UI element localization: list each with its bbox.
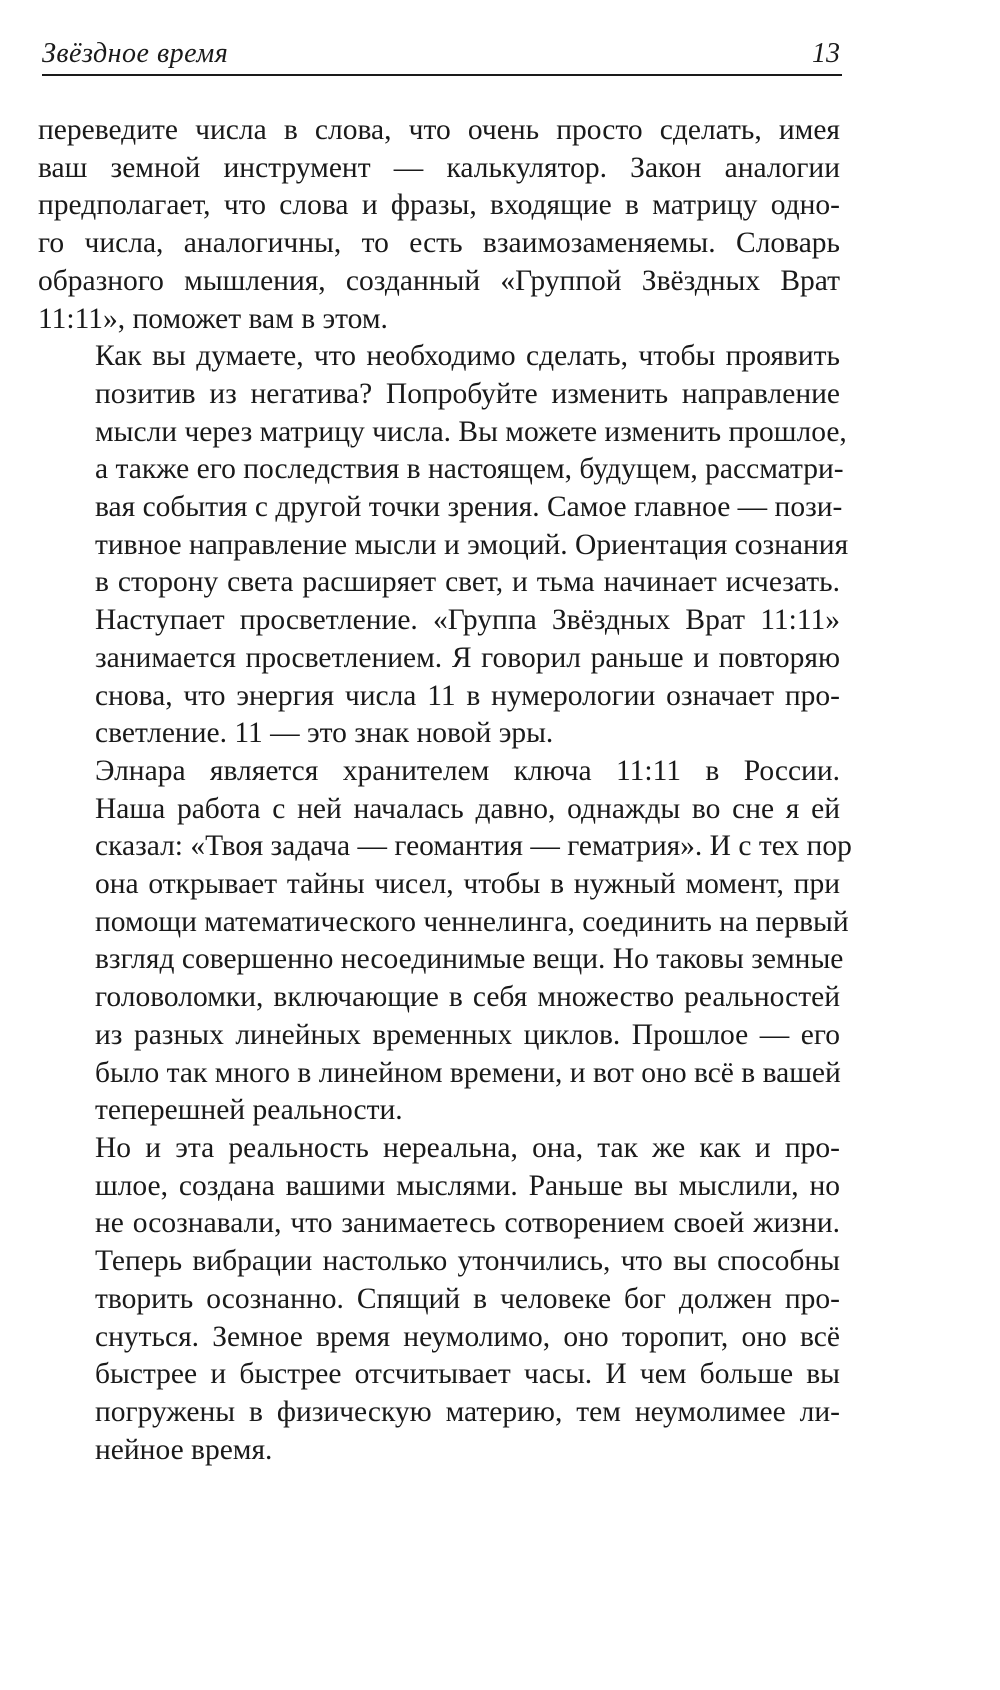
- body-text: [38, 112, 852, 1469]
- text-line: погружены в физическую материю, тем неумолимее ли-: [95, 1395, 840, 1428]
- text-line: Теперь вибрации настолько утончились, что вы способны: [95, 1245, 840, 1278]
- paragraph: [38, 112, 840, 338]
- text-line: образного мышления, созданный «Группой Звёздных Врат: [38, 264, 840, 297]
- paragraph: [38, 1130, 840, 1469]
- page-number: 13: [812, 38, 840, 69]
- text-line: Но и эта реальность нереальна, она, так же как и про-: [95, 1131, 840, 1164]
- text-line: ваш земной инструмент — калькулятор. Закон аналогии: [38, 151, 840, 184]
- text-line: было так много в линейном времени, и вот оно всё в вашей: [95, 1056, 841, 1089]
- running-title: Звёздное время: [42, 38, 229, 69]
- text-line: занимается просветлением. Я говорил раньше и повторяю: [95, 641, 840, 674]
- text-line: а также его последствия в настоящем, будущем, рассматри-: [95, 453, 844, 486]
- text-line: Наша работа с ней началась давно, однажды во сне я ей: [95, 792, 840, 825]
- text-line: головоломки, включающие в себя множество реальностей: [95, 981, 840, 1014]
- text-line: светление. 11 — это знак новой эры.: [95, 717, 554, 750]
- text-line: творить осознанно. Спящий в человеке бог должен про-: [95, 1282, 840, 1315]
- text-line: Как вы думаете, что необходимо сделать, чтобы проявить: [95, 340, 840, 373]
- text-line: в сторону света расширяет свет, и тьма начинает исчезать.: [95, 566, 840, 599]
- text-line: не осознавали, что занимаетесь сотворением своей жизни.: [95, 1207, 840, 1240]
- text-line: го числа, аналогичны, то есть взаимозаменяемы. Словарь: [38, 227, 840, 260]
- paragraph: [38, 753, 852, 1130]
- text-line: снуться. Земное время неумолимо, оно торопит, оно всё: [95, 1320, 840, 1353]
- text-line: сказал: «Твоя задача — геомантия — гематрия». И с тех пор: [95, 830, 852, 863]
- text-line: Элнара является хранителем ключа 11:11 в России.: [95, 754, 840, 787]
- text-line: шлое, создана вашими мыслями. Раньше вы мыслили, но: [95, 1169, 840, 1202]
- text-line: быстрее и быстрее отсчитывает часы. И чем больше вы: [95, 1358, 840, 1391]
- text-line: 11:11», поможет вам в этом.: [38, 302, 388, 335]
- text-line: мысли через матрицу числа. Вы можете изменить прошлое,: [95, 415, 847, 448]
- running-header: [42, 30, 842, 76]
- text-line: нейное время.: [95, 1433, 273, 1466]
- text-line: теперешней реальности.: [95, 1094, 403, 1127]
- text-line: Наступает просветление. «Группа Звёздных Врат 11:11»: [95, 604, 840, 637]
- text-line: снова, что энергия числа 11 в нумерологии означает про-: [95, 679, 840, 712]
- text-line: переведите числа в слова, что очень просто сделать, имея: [38, 114, 840, 146]
- text-line: позитив из негатива? Попробуйте изменить направление: [95, 377, 840, 410]
- text-line: вая события с другой точки зрения. Самое главное — пози-: [95, 491, 843, 524]
- text-line: помощи математического ченнелинга, соединить на первый: [95, 905, 849, 938]
- text-line: из разных линейных временных циклов. Прошлое — его: [95, 1018, 840, 1051]
- text-line: предполагает, что слова и фразы, входящие в матрицу одно-: [38, 189, 840, 222]
- text-line: она открывает тайны чисел, чтобы в нужный момент, при: [95, 868, 840, 901]
- paragraph: [38, 338, 849, 753]
- text-line: тивное направление мысли и эмоций. Ориентация сознания: [95, 528, 849, 561]
- text-line: взгляд совершенно несоединимые вещи. Но таковы земные: [95, 943, 844, 976]
